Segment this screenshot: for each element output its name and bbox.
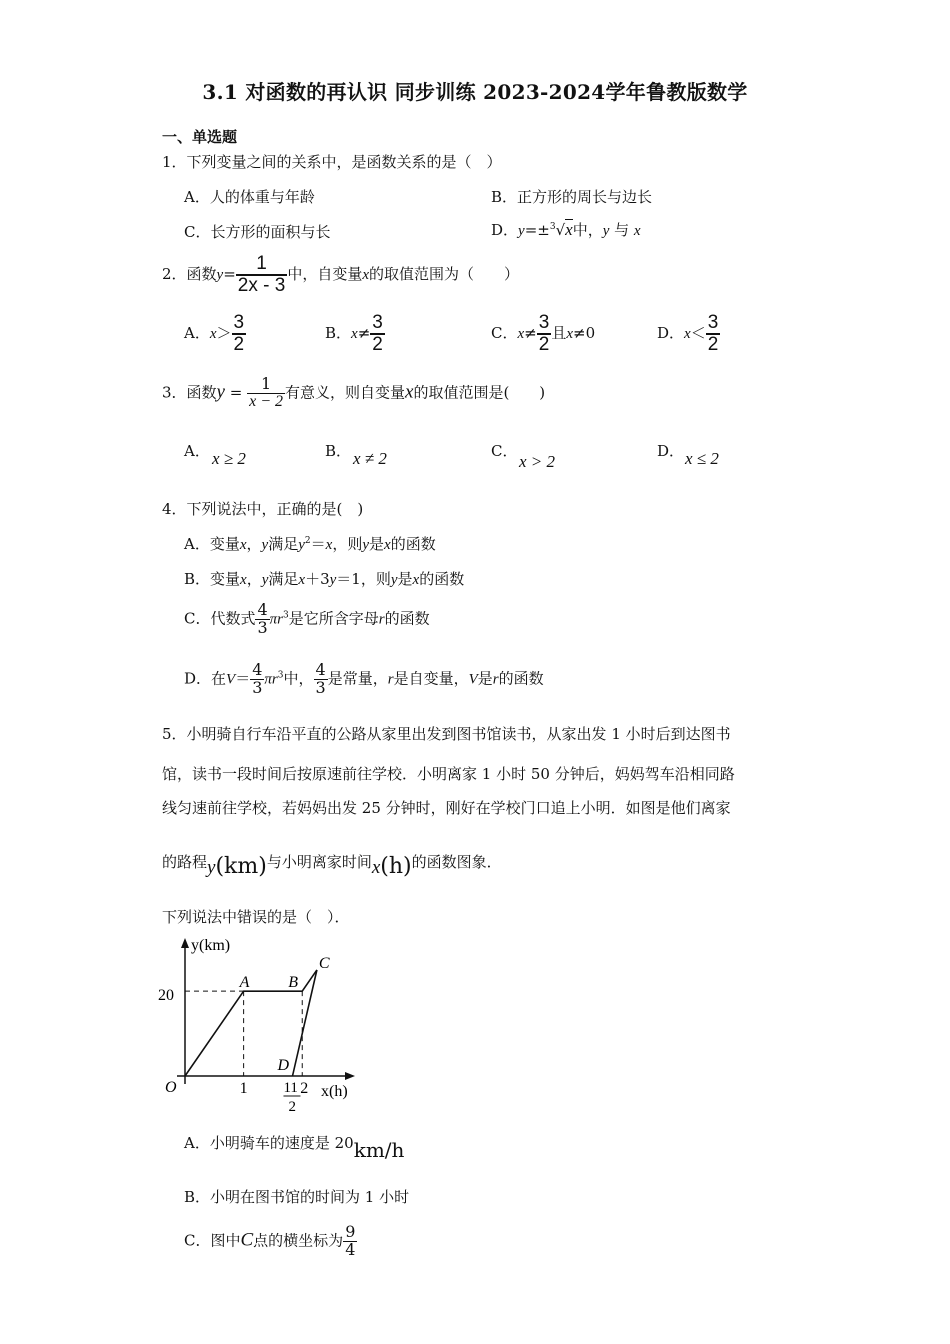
q5-line-2: 馆，读书一段时间后按原速前往学校．小明离家 1 小时 50 分钟后，妈妈驾车沿相同路	[162, 765, 735, 783]
q2-b-num: 3	[372, 312, 383, 333]
point-label-a: A	[239, 974, 250, 992]
q2-c-den: 2	[538, 333, 550, 355]
q5-c-fraction	[343, 1224, 357, 1259]
q5-c-b: 点的横坐标为	[253, 1231, 344, 1250]
x-axis-arrow-icon	[345, 1072, 355, 1080]
q1-option-c: C．长方形的面积与长	[184, 223, 331, 241]
q4-d-func: 的函数	[498, 669, 544, 688]
q5-l4-unit2: (h)	[380, 854, 412, 879]
q4-b-plus: ＋3	[305, 570, 330, 588]
q4-a-is: 是	[369, 535, 385, 553]
q3-option-d-label: D．	[657, 442, 685, 460]
q5-option-a	[184, 1129, 405, 1162]
x-tick-1: 1	[239, 1080, 248, 1097]
x-axis-label: x(h)	[321, 1083, 348, 1100]
q4-d-num: 4	[252, 660, 263, 679]
q2-y: y	[216, 266, 224, 283]
q4-d-den: 3	[252, 677, 263, 697]
page-title: 3.1 对函数的再认识 同步训练 2023-2024学年鲁教版数学	[202, 80, 748, 104]
q3-option-d: x ≤ 2	[685, 449, 719, 468]
sqrt-icon: √	[555, 221, 566, 239]
q2-stem	[162, 254, 519, 296]
q2-d-label: D．	[657, 323, 685, 342]
q5-c-a: C．图中	[184, 1231, 241, 1250]
q4-a-then: ，则	[332, 535, 363, 553]
q4-b-x2: x	[298, 572, 306, 588]
section-heading: 一、单选题	[162, 128, 238, 146]
q4-d-eq: ＝	[235, 669, 251, 688]
q3-y: y	[216, 381, 225, 403]
q2-a-num: 3	[233, 312, 245, 333]
q4-c-b: 是它所含字母	[288, 609, 379, 628]
q4-a-comma: ，	[246, 535, 262, 553]
q1-d-radicand: x	[565, 220, 573, 239]
q2-tail-a: 中，自变量	[287, 264, 363, 283]
y-axis-arrow-icon	[181, 938, 189, 948]
q3-tail-b: 的取值范围是( )	[413, 383, 546, 402]
q4-c-pi-r: πr	[269, 611, 284, 628]
q5-line-3: 线匀速前往学校，若妈妈出发 25 分钟时，刚好在学校门口追上小明．如图是他们离家	[162, 799, 731, 817]
q5-l4-x: x	[371, 857, 381, 878]
q2-c-op: ≠	[524, 323, 537, 342]
q2-c-x2: x	[566, 325, 573, 342]
q4-b-comma: ，	[246, 570, 262, 588]
point-label-d: D	[277, 1057, 290, 1074]
q1-d-y2: y	[602, 223, 610, 239]
q5-option-b: B．小明在图书馆的时间为 1 小时	[184, 1188, 410, 1206]
q2-c-x: x	[517, 325, 525, 342]
q5-a-unit: km/h	[353, 1138, 405, 1162]
q1-stem: 1．下列变量之间的关系中，是函数关系的是（ ）	[162, 153, 502, 171]
q2-b-label: B．	[325, 323, 352, 342]
q4-stem: 4．下列说法中，正确的是( )	[162, 500, 364, 518]
q4-a-a: A．变量	[184, 535, 240, 553]
q2-a-label: A．	[184, 323, 210, 342]
q4-b-func: 的函数	[419, 570, 465, 588]
q5-option-c	[184, 1224, 357, 1259]
q4-c-den: 3	[257, 617, 268, 637]
q4-d-a: D．在	[184, 669, 227, 688]
q3-tail-a: 有意义，则自变量	[285, 383, 406, 402]
q5-l4-b: 与小明离家时间	[266, 853, 372, 871]
q2-d-x: x	[684, 325, 691, 342]
q4-a-sup: 2	[304, 536, 311, 546]
q4-d-V2: V	[468, 671, 478, 688]
y-tick-20: 20	[158, 987, 174, 1004]
q2-d-fraction	[706, 313, 721, 355]
q4-b-y2: y	[329, 572, 337, 588]
q4-d-den2: 3	[315, 677, 326, 697]
q4-d-b: 中，	[283, 669, 314, 688]
q4-d-r2: r	[492, 671, 499, 688]
q5-prompt: 下列说法中错误的是（ ）．	[162, 908, 350, 926]
q3-option-c-label: C．	[491, 442, 518, 460]
q2-c-tail: ≠0	[573, 323, 596, 342]
q4-b-y: y	[261, 572, 269, 588]
q2-x: x	[362, 266, 370, 283]
q4-c-r: r	[378, 611, 385, 628]
q4-d-V: V	[226, 671, 236, 688]
q1-option-d	[491, 219, 641, 240]
q2-option-c	[491, 313, 595, 355]
q4-c-num: 4	[257, 600, 268, 619]
q4-b-x3: x	[412, 572, 420, 588]
q1-option-a: A．人的体重与年龄	[184, 188, 315, 206]
q3-eq: =	[224, 383, 248, 402]
q2-b-op: ≠	[357, 323, 371, 342]
q2-option-d	[657, 313, 720, 355]
q2-c-and: 且	[551, 323, 567, 342]
q5-l4-a: 的路程	[162, 853, 208, 871]
q5-c-C: C	[240, 1229, 254, 1251]
x-tick-frac-num: 11	[283, 1080, 298, 1096]
q1-d-x: x	[633, 223, 641, 239]
q2-c-fraction	[537, 313, 552, 355]
q2-b-fraction	[370, 313, 385, 355]
q5-line-1: 5．小明骑自行车沿平直的公路从家里出发到图书馆读书，从家出发 1 小时后到达图书	[162, 725, 731, 743]
q2-fraction	[236, 254, 288, 296]
q4-b-is: 是	[397, 570, 413, 588]
q1-d-rad-index: 3	[549, 222, 556, 232]
q3-option-a-label: A．	[184, 442, 210, 460]
q2-b-den: 2	[372, 333, 383, 355]
point-label-c: C	[318, 954, 330, 972]
q2-tail-b: 的取值范围为（ ）	[369, 264, 520, 283]
q4-b-x: x	[240, 572, 247, 588]
q2-a-x: x	[209, 325, 217, 342]
q4-a-y2: y	[298, 537, 305, 553]
y-axis-label: y(km)	[191, 937, 231, 954]
q4-d-fraction	[250, 662, 264, 697]
q4-option-c	[184, 602, 430, 637]
q4-option-b	[184, 568, 464, 589]
origin-label: O	[165, 1079, 177, 1096]
q5-c-num: 9	[345, 1222, 356, 1241]
q2-a-op: ＞	[216, 323, 232, 342]
q2-a-fraction	[232, 313, 247, 355]
q5-line-4	[162, 848, 502, 879]
q3-option-c: x > 2	[519, 452, 556, 471]
q4-option-d	[184, 662, 544, 697]
q2-lead: 2．函数	[162, 264, 217, 283]
q4-c-fraction	[255, 602, 269, 637]
q1-option-b: B．正方形的周长与边长	[491, 188, 653, 206]
q2-num: 1	[256, 253, 267, 274]
q4-a-x3: x	[384, 537, 391, 553]
distance-time-graph	[155, 930, 370, 1115]
q4-b-a: B．变量	[184, 570, 241, 588]
q2-option-b	[325, 313, 385, 355]
q4-d-r: r	[387, 671, 394, 688]
q2-option-a	[184, 313, 246, 355]
q1-d-label: D．	[491, 221, 519, 239]
q2-a-den: 2	[233, 333, 245, 355]
q4-b-y3: y	[390, 572, 398, 588]
q4-a-x2: x	[325, 537, 333, 553]
q4-a-y: y	[261, 537, 269, 553]
q4-d-d: 是自变量，	[393, 669, 469, 688]
q4-a-satisfy: 满足	[268, 535, 299, 553]
q5-l4-c: 的函数图象．	[411, 853, 502, 871]
q3-den: x − 2	[249, 392, 283, 410]
q1-d-mid: 中，	[572, 221, 603, 239]
q4-b-satisfy: 满足	[268, 570, 299, 588]
q4-c-sup: 3	[283, 610, 289, 621]
q2-d-den: 2	[707, 333, 719, 355]
q4-d-c: 是常量，	[327, 669, 388, 688]
q5-l4-unit1: (km)	[215, 854, 267, 879]
q4-d-fraction-2	[314, 662, 328, 697]
q2-d-num: 3	[707, 312, 719, 333]
point-label-b: B	[288, 974, 299, 992]
q4-c-func: 的函数	[384, 609, 430, 628]
q2-den: 2x - 3	[237, 274, 286, 296]
q3-lead: 3．函数	[162, 383, 217, 402]
q4-d-sup: 3	[277, 670, 284, 681]
q3-option-a: x ≥ 2	[212, 449, 246, 468]
q4-d-e: 是	[477, 669, 493, 688]
q3-option-b-label: B．	[325, 442, 352, 460]
q1-d-eq: =±	[524, 221, 550, 239]
q4-d-pi-r: πr	[264, 671, 278, 688]
x-tick-2: 2	[300, 1080, 309, 1097]
q5-a-a: A．小明骑车的速度是 20	[184, 1134, 354, 1152]
q3-option-b: x ≠ 2	[353, 449, 387, 468]
q1-d-y: y	[518, 223, 525, 239]
q4-a-y3: y	[362, 537, 369, 553]
q1-d-with: 与	[609, 221, 634, 239]
q4-c-a: C．代数式	[184, 609, 256, 628]
q4-a-eq: ＝	[310, 535, 326, 553]
q4-a-func: 的函数	[390, 535, 436, 553]
q2-c-label: C．	[491, 323, 518, 342]
q5-l4-y: y	[207, 857, 216, 878]
q3-x: x	[405, 381, 414, 403]
q2-c-num: 3	[538, 312, 550, 333]
q4-option-a	[184, 533, 436, 554]
q3-num: 1	[260, 374, 272, 393]
q5-c-den: 4	[345, 1239, 356, 1259]
q2-d-op: ＜	[690, 323, 706, 342]
q4-a-x: x	[239, 537, 247, 553]
q4-b-then: ＝1，则	[336, 570, 391, 588]
q2-b-x: x	[351, 325, 358, 342]
q3-stem	[162, 376, 545, 411]
q3-fraction	[247, 376, 285, 411]
q4-d-num2: 4	[315, 660, 326, 679]
x-tick-frac-den: 2	[288, 1099, 296, 1115]
q2-eq: =	[223, 264, 236, 283]
